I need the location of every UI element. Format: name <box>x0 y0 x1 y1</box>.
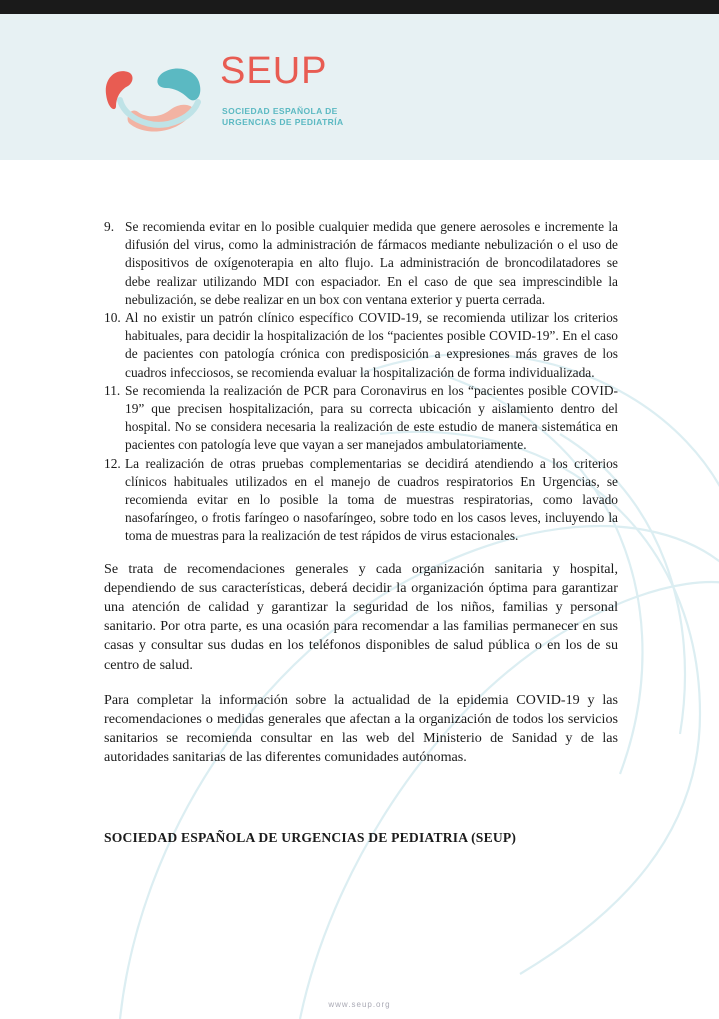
brand-subtitle <box>222 106 344 128</box>
list-item <box>104 455 618 546</box>
paragraph-more-information: Para completar la información sobre la actualidad de la epidemia COVID-19 y las recomendaciones o medidas generales que afectan a la organización de todos los servicios sanitarios se recomienda consultar en las web del Ministerio de Sanidad y de las autoridades sanitarias de las diferentes comunidades autónomas. <box>104 691 618 766</box>
list-item <box>104 218 618 309</box>
brand-subtitle-line1: SOCIEDAD ESPAÑOLA DE <box>222 106 338 116</box>
footer-url[interactable]: www.seup.org <box>328 1000 391 1009</box>
list-item-text: Se recomienda la realización de PCR para Coronavirus en los “pacientes posible COVID-19” que precisen hospitalización, para su correcta ubicación y aislamiento dentro del hospital. No se considera necesaria la realización de este estudio de manera sistemática en pacientes con patología leve que vayan a ser manejados ambulatoriamente. <box>125 382 618 453</box>
list-item-text: Se recomienda evitar en lo posible cualquier medida que genere aerosoles e incremente la difusión del virus, como la administración de fármacos mediante nebulización o el uso de dispositivos de oxígenoterapia en alto flujo. La administración de broncodilatadores se debe realizar utilizando MDI con espaciador. En el caso de que sea imprescindible la nebulización, se debe realizar en un box con ventana exterior y puerta cerrada. <box>125 219 618 307</box>
brand-name: SEUP <box>220 50 328 92</box>
list-item-text: Al no existir un patrón clínico específico COVID-19, se recomienda utilizar los criterios habituales, para decidir la hospitalización de los “pacientes posible COVID-19”. En el caso de pacientes con patología crónica con predisposición a expresiones más graves de los cuadros infecciosos, se recomienda evaluar la hospitalización de forma individualizada. <box>125 310 618 380</box>
list-item <box>104 309 618 382</box>
list-item <box>104 382 618 455</box>
document-page <box>0 14 719 1019</box>
document-body <box>104 218 618 782</box>
list-item-text: La realización de otras pruebas complementarias se decidirá atendiendo a los criterios clínicos habituales utilizados en el manejo de cuadros respiratorios En Urgencias, se recomienda evitar en lo posible la toma de muestras respiratorias, como lavado nasofaríngeo, o frotis faríngeo o nasofaríngeo, sobre todo en los casos leves, incluyendo la toma de muestras para la realización de test rápidos de virus estacionales. <box>125 455 618 544</box>
list-item-number: 11. <box>104 382 121 398</box>
list-item-number: 9. <box>104 219 115 234</box>
list-item-number: 10. <box>104 310 121 326</box>
seup-logo-icon <box>98 54 206 134</box>
paragraph-recommendations: Se trata de recomendaciones generales y cada organización sanitaria y hospital, dependiendo de sus características, deberá decidir la organización óptima para garantizar una atención de calidad y garantizar la seguridad de los niños, familias y personal sanitario. Por otra parte, es una ocasión para recomendar a las familias permanecer en sus casas y consultar sus dudas en los teléfonos disponibles de salud pública o en los de su centro de salud. <box>104 560 618 673</box>
signature: SOCIEDAD ESPAÑOLA DE URGENCIAS DE PEDIATRIA (SEUP) <box>104 830 517 845</box>
list-item-number: 12. <box>104 455 121 471</box>
brand-subtitle-line2: URGENCIAS DE PEDIATRÍA <box>222 117 344 127</box>
